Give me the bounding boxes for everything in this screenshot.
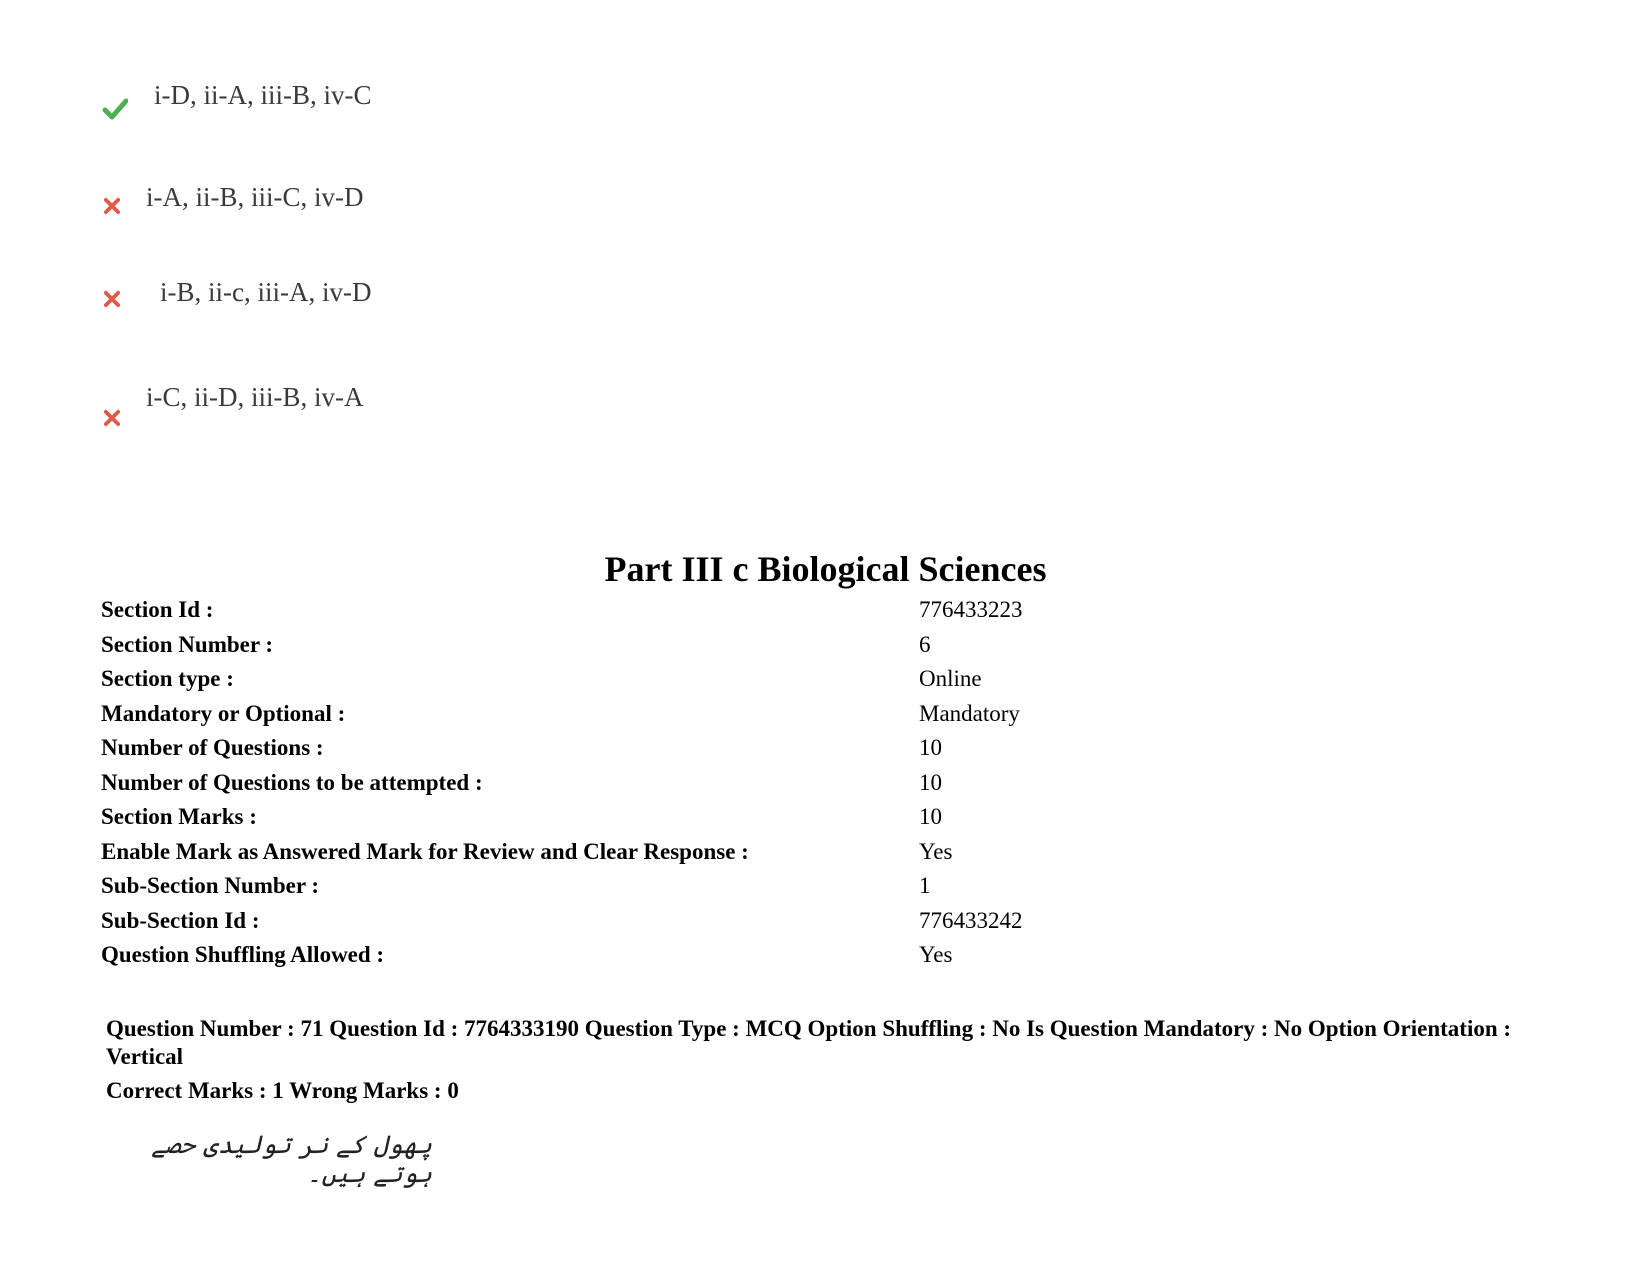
row-label: Section Marks : bbox=[101, 804, 257, 829]
row-value: 10 bbox=[919, 804, 942, 829]
option-4 bbox=[102, 382, 502, 442]
row-label: Enable Mark as Answered Mark for Review and Clear Response : bbox=[101, 839, 749, 864]
option-text: i-A, ii-B, iii-C, iv-D bbox=[146, 182, 364, 212]
section-type-row bbox=[101, 666, 1501, 700]
row-value: 10 bbox=[919, 735, 942, 760]
option-3 bbox=[102, 277, 502, 337]
cross-icon bbox=[102, 408, 122, 428]
row-value: 776433223 bbox=[919, 597, 1023, 622]
check-icon bbox=[102, 96, 128, 122]
row-label: Number of Questions to be attempted : bbox=[101, 770, 483, 795]
row-value: Mandatory bbox=[919, 701, 1020, 726]
row-value: 10 bbox=[919, 770, 942, 795]
row-value: Online bbox=[919, 666, 982, 691]
row-label: Question Shuffling Allowed : bbox=[101, 942, 385, 967]
subsection-id-row bbox=[101, 908, 1501, 942]
subsection-number-row bbox=[101, 873, 1501, 907]
row-value: 1 bbox=[919, 873, 931, 898]
row-value: Yes bbox=[919, 839, 953, 864]
section-title: Part III c Biological Sciences bbox=[604, 549, 1047, 589]
row-value: Yes bbox=[919, 942, 953, 967]
option-text: i-C, ii-D, iii-B, iv-A bbox=[146, 382, 364, 412]
row-label: Sub-Section Number : bbox=[101, 873, 320, 898]
row-label: Number of Questions : bbox=[101, 735, 324, 760]
row-label: Sub-Section Id : bbox=[101, 908, 260, 933]
option-2 bbox=[102, 182, 502, 242]
row-value: 6 bbox=[919, 632, 931, 657]
num-attempt-row bbox=[101, 770, 1501, 804]
row-label: Mandatory or Optional : bbox=[101, 701, 346, 726]
question-meta: Question Number : 71 Question Id : 7764333190 Question Type : MCQ Option Shuffling : No Is Question Mandatory : No Option Orientation : Vertical bbox=[106, 1016, 1512, 1069]
question-text: پھول کے نر تولیدی حصے ہوتے ہیں۔ bbox=[151, 1130, 432, 1188]
row-label: Section Number : bbox=[101, 632, 274, 657]
mandatory-row bbox=[101, 701, 1501, 735]
cross-icon bbox=[102, 196, 122, 216]
shuffling-row bbox=[101, 942, 1501, 976]
option-text: i-B, ii-c, iii-A, iv-D bbox=[160, 277, 372, 307]
option-text: i-D, ii-A, iii-B, iv-C bbox=[154, 80, 372, 110]
enable-mark-row bbox=[101, 839, 1501, 873]
section-id-row bbox=[101, 597, 1501, 631]
option-1 bbox=[102, 80, 502, 140]
row-value: 776433242 bbox=[919, 908, 1023, 933]
question-marks: Correct Marks : 1 Wrong Marks : 0 bbox=[106, 1078, 459, 1103]
section-marks-row bbox=[101, 804, 1501, 838]
section-number-row bbox=[101, 632, 1501, 666]
row-label: Section Id : bbox=[101, 597, 214, 622]
cross-icon bbox=[102, 289, 122, 309]
num-questions-row bbox=[101, 735, 1501, 769]
row-label: Section type : bbox=[101, 666, 234, 691]
